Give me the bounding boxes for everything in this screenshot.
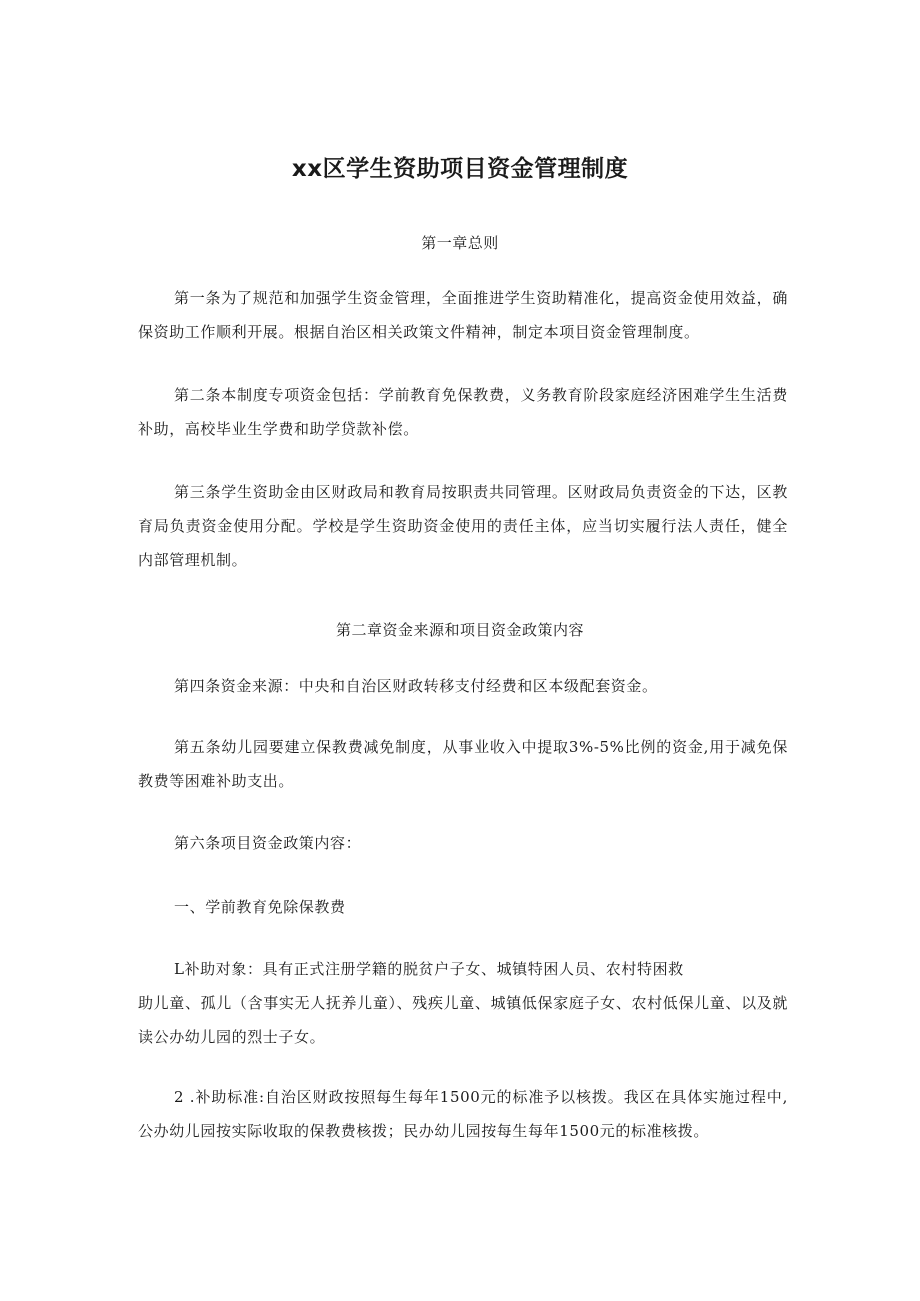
article-2: 第二条本制度专项资金包括：学前教育免保教费，义务教育阶段家庭经济困难学生生活费补助，高校毕业生学费和助学贷款补偿。 xyxy=(138,386,788,438)
chapter-1-heading: 第一章总则 xyxy=(421,234,499,252)
article-1: 第一条为了规范和加强学生资金管理，全面推进学生资助精准化，提高资金使用效益，确保资助工作顺利开展。根据自治区相关政策文件精神，制定本项目资金管理制度。 xyxy=(138,289,788,341)
section-1-title: 一、学前教育免除保教费 xyxy=(174,898,346,916)
article-6: 第六条项目资金政策内容： xyxy=(174,834,362,852)
item-1-1 xyxy=(138,952,788,1054)
article-5: 第五条幼儿园要建立保教费减免制度，从事业收入中提取3%-5%比例的资金,用于减免保教费等困难补助支出。 xyxy=(138,738,788,790)
item-1-1-line-1: L补助对象：具有正式注册学籍的脱贫户子女、城镇特困人员、农村特困救 xyxy=(174,960,684,978)
article-3: 第三条学生资助金由区财政局和教育局按职责共同管理。区财政局负责资金的下达，区教育局负责资金使用分配。学校是学生资助资金使用的责任主体，应当切实履行法人责任，健全内部管理机制。 xyxy=(138,483,788,569)
document-title: xx区学生资助项目资金管理制度 xyxy=(291,156,629,182)
article-4: 第四条资金来源：中央和自治区财政转移支付经费和区本级配套资金。 xyxy=(174,677,658,695)
chapter-2-heading: 第二章资金来源和项目资金政策内容 xyxy=(335,621,584,639)
item-1-2: 2 .补助标准:自治区财政按照每生每年1500元的标准予以核拨。我区在具体实施过程中,公办幼儿园按实际收取的保教费核拨；民办幼儿园按每生每年1500元的标准核拨。 xyxy=(138,1088,788,1140)
item-1-1-rest: 助儿童、孤儿（含事实无人抚养儿童）、残疾儿童、城镇低保家庭子女、农村低保儿童、以及就读公办幼儿园的烈士子女。 xyxy=(138,994,788,1046)
